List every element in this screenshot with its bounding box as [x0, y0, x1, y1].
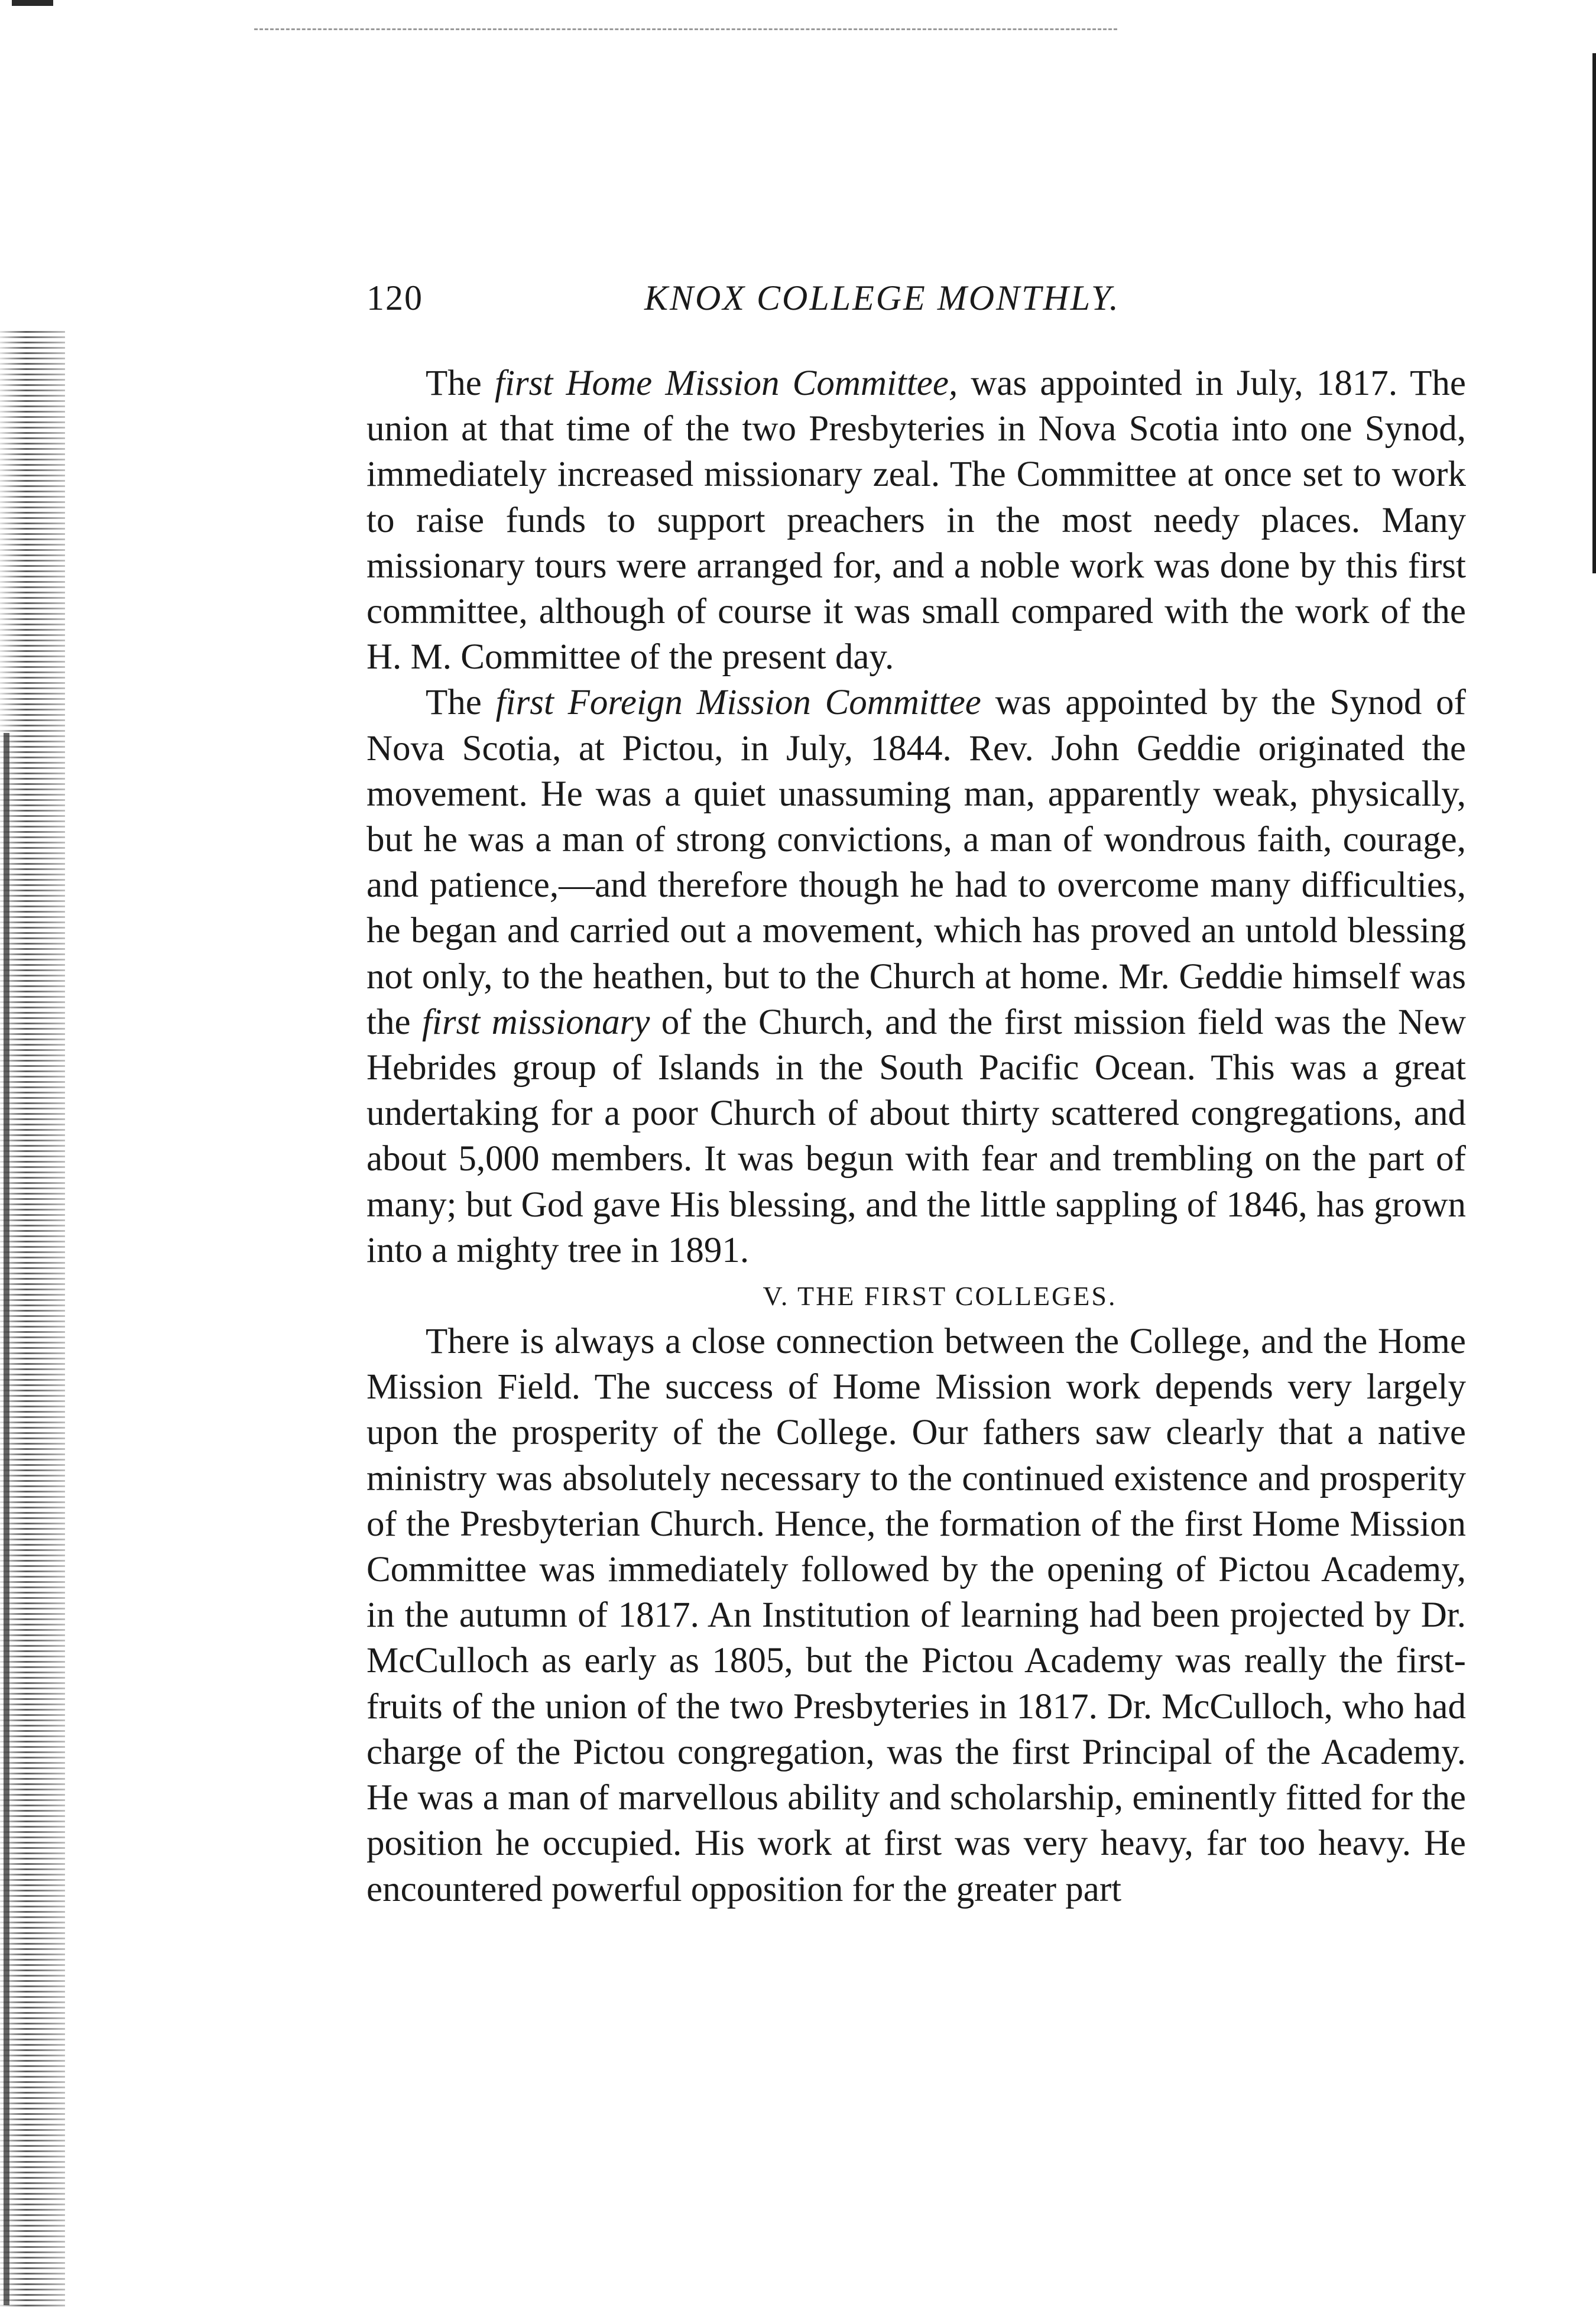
italic-first-missionary: first missionary [421, 1002, 650, 1042]
paragraph-text: was appointed in July, 1817. The union at that time of the two Presbyteries in Nova Scotia into one Synod, immediately increased missionary zeal. The Committee at once set to work to raise funds to support preachers in the most needy places. Many missionary tours were arranged for, and a noble work was done by this first committee, although of course it was small compared with the work of the H. M. Committee of the present day. [366, 364, 1466, 677]
book-spine-shadow [0, 331, 65, 2307]
paragraph-lead: The [426, 364, 495, 403]
running-title: KNOX COLLEGE MONTHLY. [644, 278, 1120, 317]
paragraph-text: of the Church, and the first mission field was the New Hebrides group of Islands in the South Pacific Ocean. This was a great undertaking for a poor Church of about thirty scattered congregations, and about 5,000 members. It was begun with fear and trembling on the part of many; but God gave His blessing, and the little sappling of 1846, has grown into a mighty tree in 1891. [366, 1002, 1466, 1270]
paragraph-foreign-mission [366, 680, 1466, 1273]
paragraph-lead: The [426, 683, 496, 723]
paragraph-first-colleges: There is always a close connection between the College, and the Home Mission Field. The success of Home Mission work depends very largely upon the prosperity of the College. Our fathers saw clearly that a native ministry was absolutely necessary to the continued existence and prosperity of the Presbyterian Church. Hence, the formation of the first Home Mission Committee was immediately followed by the opening of Pictou Academy, in the autumn of 1817. An Institution of learning had been projected by Dr. McCulloch as early as 1805, but the Pictou Academy was really the first-fruits of the union of the two Presbyteries in 1817. Dr. McCulloch, who had charge of the Pictou congregation, was the first Principal of the Academy. He was a man of marvellous ability and scholarship, eminently fitted for the position he occupied. His work at first was very heavy, far too heavy. He encountered powerful opposition for the greater part [366, 1322, 1466, 1909]
scan-corner-mark [12, 0, 53, 6]
page-right-edge [1592, 53, 1596, 573]
paragraph-text: was appointed by the Synod of Nova Scotia, at Pictou, in July, 1844. Rev. John Geddie originated the movement. He was a quiet unassuming man, apparently weak, physically, but he was a man of strong convictions, a man of wondrous faith, courage, and patience,—and therefore though he had to overcome many difficulties, he began and carried out a movement, which has proved an untold blessing not only, to the heathen, but to the Church at home. Mr. Geddie himself was the [366, 683, 1466, 1042]
paragraph-home-mission [366, 361, 1466, 680]
scan-top-rule [254, 28, 1117, 30]
page-number: 120 [366, 278, 423, 317]
section-heading: V. THE FIRST COLLEGES. [763, 1281, 1117, 1312]
page-header [366, 278, 1490, 325]
italic-title-home-mission-committee: first Home Mission Committee, [495, 364, 958, 403]
book-spine-edge [4, 733, 9, 2305]
italic-title-foreign-mission-committee: first Foreign Mission Committee [495, 683, 981, 723]
page-body [366, 361, 1466, 1912]
